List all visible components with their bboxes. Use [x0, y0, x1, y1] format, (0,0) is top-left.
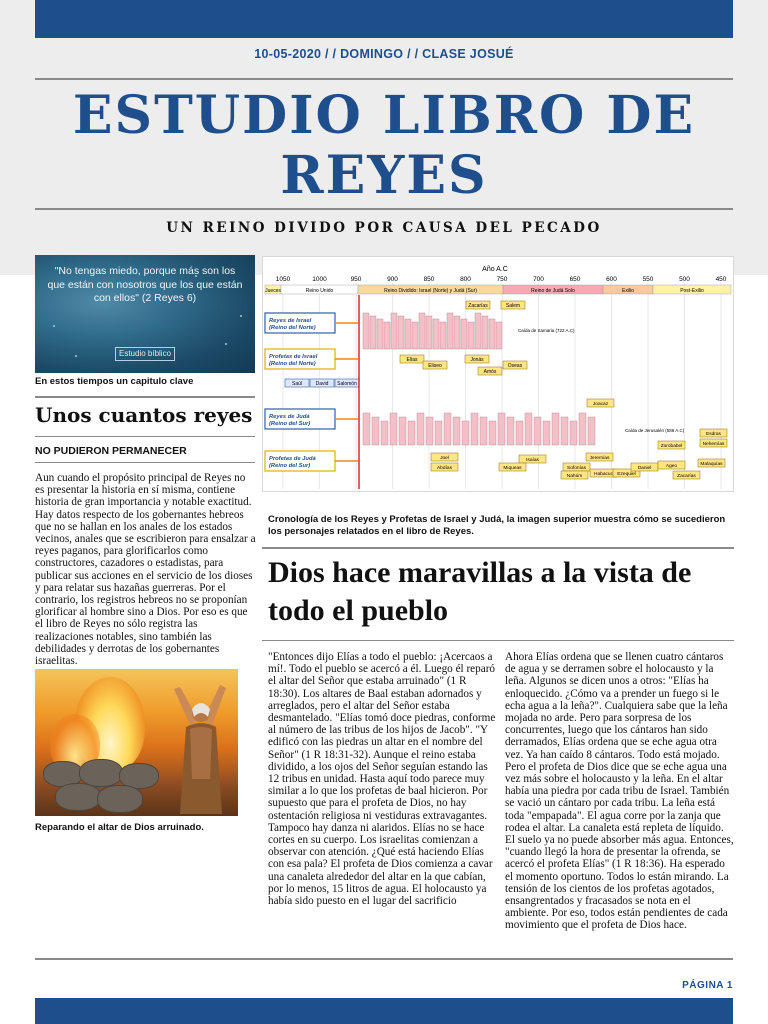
judah-prophet-label: Jeremías	[589, 456, 610, 461]
judah-prophet-label: Sofonías	[567, 466, 586, 471]
timeline-year-label: 750	[496, 276, 508, 283]
israel-prophet-label: Oseas	[507, 363, 523, 369]
timeline-row-label: Reyes de Judá	[269, 414, 310, 420]
israel-king-bar	[475, 313, 481, 349]
israel-king-bar	[419, 313, 425, 349]
timeline-row-sublabel: (Reino del Sur)	[269, 463, 311, 469]
timeline-year-label: 550	[642, 276, 654, 283]
judah-king-bar	[444, 413, 451, 445]
altar-stone	[55, 783, 101, 811]
altar-stone	[97, 785, 143, 813]
altar-image	[35, 669, 238, 816]
quote-image	[35, 255, 255, 373]
timeline-row-label: Profetas de Judá	[269, 456, 316, 462]
page-subtitle: UN REINO DIVIDO POR CAUSA DEL PECADO	[166, 220, 602, 236]
timeline-year-label: 700	[533, 276, 544, 283]
judah-prophet-label: Nehemías	[702, 442, 725, 447]
section-body: Aun cuando el propósito principal de Reyes no es presentar la historia en sí misma, contiene historia de gran importancia y notable exactitud. Hay datos respecto de los gobernantes hebreos que no se hallan en los anales de los estados vecinos, anales que se escribieron para ensalzar a reyes paganos, para glorificarlos como constructores, cazadores o estadistas, para publicar sus acciones en el servicio de los dioses y para relatar sus hazañas guerreras. Por el contrario, los registros hebreos no se proponían glorificar al hombre sino a Dios. Por eso es que el libro de Reyes no sólo registra las realizaciones notables, sino también las debilidades y derrotas de los gobernantes israelitas.	[35, 472, 256, 668]
timeline-caption: Cronología de los Reyes y Profetas de Israel y Judá, la imagen superior muestra cómo se sucedieron los personajes relatados en el libro de Reyes.	[268, 514, 726, 537]
judah-king-bar	[363, 413, 370, 445]
israel-king-bar	[377, 319, 383, 349]
israel-king-bar	[370, 316, 376, 349]
article-column-2: Ahora Elías ordena que se llenen cuatro cántaros de agua y se derramen sobre el holocausto y la leña. Algunos se dicen unos a otros: "Elías ha enloquecido. ¿Cómo va a prender un fuego si le echa agua a la leña?". Cualquiera sabe que la leña mojada no arde. Pero para sorpresa de los concurrentes, luego que los cántaros han sido derramados, Elías ordena que se eche agua otra vez. Ya han caído 8 cántaros. Todo está mojado. Pero el profeta de Dios dice que se eche agua una vez más sobre el holocausto y la leña. En el altar había una piedra por cada tribu de Israel. También se vació un cántaro por cada tribu. La leña está toda "empapada". El agua corre por la zanja que rodea el altar. La canaleta está repleta de líquido. El suelo ya no puede absorber más agua. Entonces, "cuando llegó la hora de presentar la ofrenda, se acercó el profeta Elías" (1 R 18:36). Ha esperado el momento oportuno. Todos lo están mirando. La tensión de los cientos de los profetas agotados, ensangrentados y fracasados se nota en el ambiente. Por eso, todos están pendientes de cada movimiento que el profeta de Dios hace.	[505, 651, 734, 932]
judah-king-bar	[525, 413, 532, 445]
judah-king-bar	[570, 421, 577, 445]
israel-king-bar	[412, 322, 418, 349]
bottom-blue-bar	[35, 998, 733, 1024]
altar-caption: Reparando el altar de Dios arruinado.	[35, 822, 204, 833]
judah-king-bar	[462, 421, 469, 445]
judah-prophet-label: Esdras	[706, 432, 721, 437]
israel-king-bar	[482, 316, 488, 349]
united-king-label: Saúl	[291, 381, 303, 387]
sparkle	[53, 325, 55, 327]
timeline-period-label: Reino de Judá Solo	[531, 288, 575, 294]
timeline-period-label: Jueces	[265, 288, 281, 294]
israel-king-bar	[433, 319, 439, 349]
timeline-year-label: 800	[460, 276, 471, 283]
judah-prophet-label: Miqueas	[503, 466, 522, 471]
timeline-year-label: 600	[606, 276, 617, 283]
timeline-period-label: Reino Dividido: Israel (Norte) y Judá (Sur)	[384, 288, 477, 294]
sparkle	[225, 343, 227, 345]
timeline-year-label: 1050	[275, 276, 291, 283]
israel-prophet-label: Zacarías	[468, 303, 488, 309]
section-rule	[35, 396, 255, 398]
timeline-row-sublabel: (Reino del Norte)	[269, 361, 316, 367]
dateline: 10-05-2020 / / DOMINGO / / CLASE JOSUÉ	[254, 47, 514, 61]
judah-prophet-label: Nahúm	[566, 474, 583, 479]
timeline-year-label: 650	[569, 276, 581, 283]
israel-prophet-label: Jonás	[470, 357, 484, 363]
israel-prophet-label: Amós	[483, 369, 497, 375]
judah-king-bar	[372, 417, 379, 445]
israel-prophet-label: Elías	[406, 357, 418, 363]
judah-prophet-label: Joacaz	[592, 402, 609, 407]
timeline-period-label: Exilio	[622, 288, 634, 294]
timeline-year-label: 450	[715, 276, 727, 283]
timeline-year-label: 1000	[312, 276, 327, 283]
section-rule	[35, 436, 255, 437]
timeline-period-label: Post-Exilio	[680, 288, 704, 294]
israel-king-bar	[461, 319, 467, 349]
united-king-label: David	[315, 381, 329, 387]
judah-king-bar	[435, 421, 442, 445]
section-rule	[35, 462, 255, 463]
timeline-year-label: 850	[423, 276, 435, 283]
footer-rule	[35, 958, 733, 960]
israel-king-bar	[363, 313, 369, 349]
israel-king-bar	[496, 322, 502, 349]
article-column-1: "Entonces dijo Elías a todo el pueblo: ¡Acercaos a mí!. Todo el pueblo se acercó a él. Luego él reparó el altar del Señor que estaba arruinado" (1 R 18:30). Los altares de Baal estaban adornados y arreglados, pero el altar del Señor estaba desmantelado. "Elías tomó doce piedras, conforme al número de las tribus de los hijos de Jacob". "Y edificó con las piedras un altar en el nombre del Señor" (1 R 18:31-32). Aunque el reino estaba dividido, a los ojos del Señor seguían estando las 12 tribus en unidad. Hasta aquí todo parece muy similar a lo que los profetas de baal hicieron. Por supuesto que para el profeta de Dios, no hay ostentación religiosa ni vestiduras extravagantes. Tampoco hay danza ni alaridos. Elías no se hace cortes en su cuerpo. Los israelitas comienzan a observar con atención. ¿Qué está haciendo Elías con esa pala? El profeta de Dios comienza a cavar una canaleta alrededor del altar en la que cabían, por lo menos, 15 litros de agua. El holocausto ya había sido puesto en el lugar del sacrificio	[268, 651, 496, 908]
timeline-row-label: Reyes de Israel	[269, 318, 312, 324]
judah-king-bar	[417, 413, 424, 445]
judah-king-bar	[480, 417, 487, 445]
israel-prophet-label: Salem	[505, 303, 521, 309]
israel-king-bar	[454, 316, 460, 349]
judah-king-bar	[381, 421, 388, 445]
judah-prophet-label: Zacarías	[677, 474, 696, 479]
israel-king-bar	[447, 313, 453, 349]
judah-prophet-label: Abdías	[437, 466, 452, 471]
quote-caption: En estos tiempos un capitulo clave	[35, 376, 194, 387]
timeline-row-sublabel: (Reino del Norte)	[269, 325, 316, 331]
judah-king-bar	[498, 413, 505, 445]
judah-king-bar	[426, 417, 433, 445]
judah-king-bar	[516, 421, 523, 445]
judah-prophet-label: Ageo	[665, 464, 678, 469]
judah-king-bar	[489, 421, 496, 445]
judah-king-bar	[588, 417, 595, 445]
timeline-period-label: Reino Unido	[305, 288, 334, 294]
judah-prophet-label: Zorobabel	[660, 444, 683, 449]
article-heading: Dios hace maravillas a la vista de todo el pueblo	[268, 556, 692, 627]
israel-prophet-label: Eliseo	[428, 363, 442, 369]
timeline-year-label: 500	[679, 276, 690, 283]
page-title: ESTUDIO LIBRO DE REYES	[72, 85, 696, 206]
timeline-year-label: 900	[387, 276, 398, 283]
quote-text: "No tengas miedo, porque más son los que están con nosotros que los que están con ellos" (2 Reyes 6)	[47, 265, 243, 304]
judah-king-bar	[408, 421, 415, 445]
israel-king-bar	[391, 313, 397, 349]
timeline-note: Caída de Samaria (722 A.C)	[518, 328, 575, 333]
sparkle	[75, 355, 77, 357]
judah-prophet-label: Malaquías	[700, 462, 723, 467]
israel-king-bar	[405, 319, 411, 349]
judah-king-bar	[399, 417, 406, 445]
header-rule	[35, 78, 733, 80]
judah-prophet-label: Habacuc	[594, 472, 613, 477]
israel-king-bar	[489, 319, 495, 349]
israel-king-bar	[384, 322, 390, 349]
judah-king-bar	[507, 417, 514, 445]
timeline-axis-title: Año A.C	[482, 266, 508, 273]
israel-king-bar	[426, 316, 432, 349]
judah-prophet-label: Ezequiel	[617, 472, 636, 477]
article-rule	[262, 640, 734, 641]
judah-king-bar	[579, 413, 586, 445]
quote-badge: Estudio bíblico	[115, 347, 175, 361]
top-blue-bar	[35, 0, 733, 38]
timeline-svg	[263, 257, 733, 491]
timeline-year-label: 950	[350, 276, 362, 283]
israel-king-bar	[398, 316, 404, 349]
united-king-label: Salomón	[337, 381, 357, 387]
sparkle	[240, 315, 242, 317]
judah-king-bar	[390, 413, 397, 445]
article-rule	[262, 547, 734, 549]
israel-king-bar	[468, 322, 474, 349]
judah-king-bar	[543, 421, 550, 445]
timeline-note: Caída de Jerusalén (586 A.C)	[625, 428, 685, 433]
israel-king-bar	[440, 322, 446, 349]
judah-king-bar	[471, 413, 478, 445]
kings-prophets-timeline	[262, 256, 734, 492]
judah-prophet-label: Isaías	[526, 458, 539, 463]
section-subheading: NO PUDIERON PERMANECER	[35, 445, 187, 457]
timeline-row-label: Profetas de Israel	[269, 354, 318, 360]
judah-king-bar	[561, 417, 568, 445]
subtitle-rule	[35, 208, 733, 210]
prophet-figure	[160, 679, 235, 814]
page-number: PÁGINA 1	[682, 980, 733, 991]
timeline-row-sublabel: (Reino del Sur)	[269, 421, 311, 427]
section-heading: Unos cuantos reyes	[35, 403, 253, 427]
judah-king-bar	[534, 417, 541, 445]
judah-prophet-label: Joel	[440, 456, 449, 461]
judah-prophet-label: Daniel	[637, 466, 652, 471]
judah-king-bar	[453, 417, 460, 445]
judah-king-bar	[552, 413, 559, 445]
